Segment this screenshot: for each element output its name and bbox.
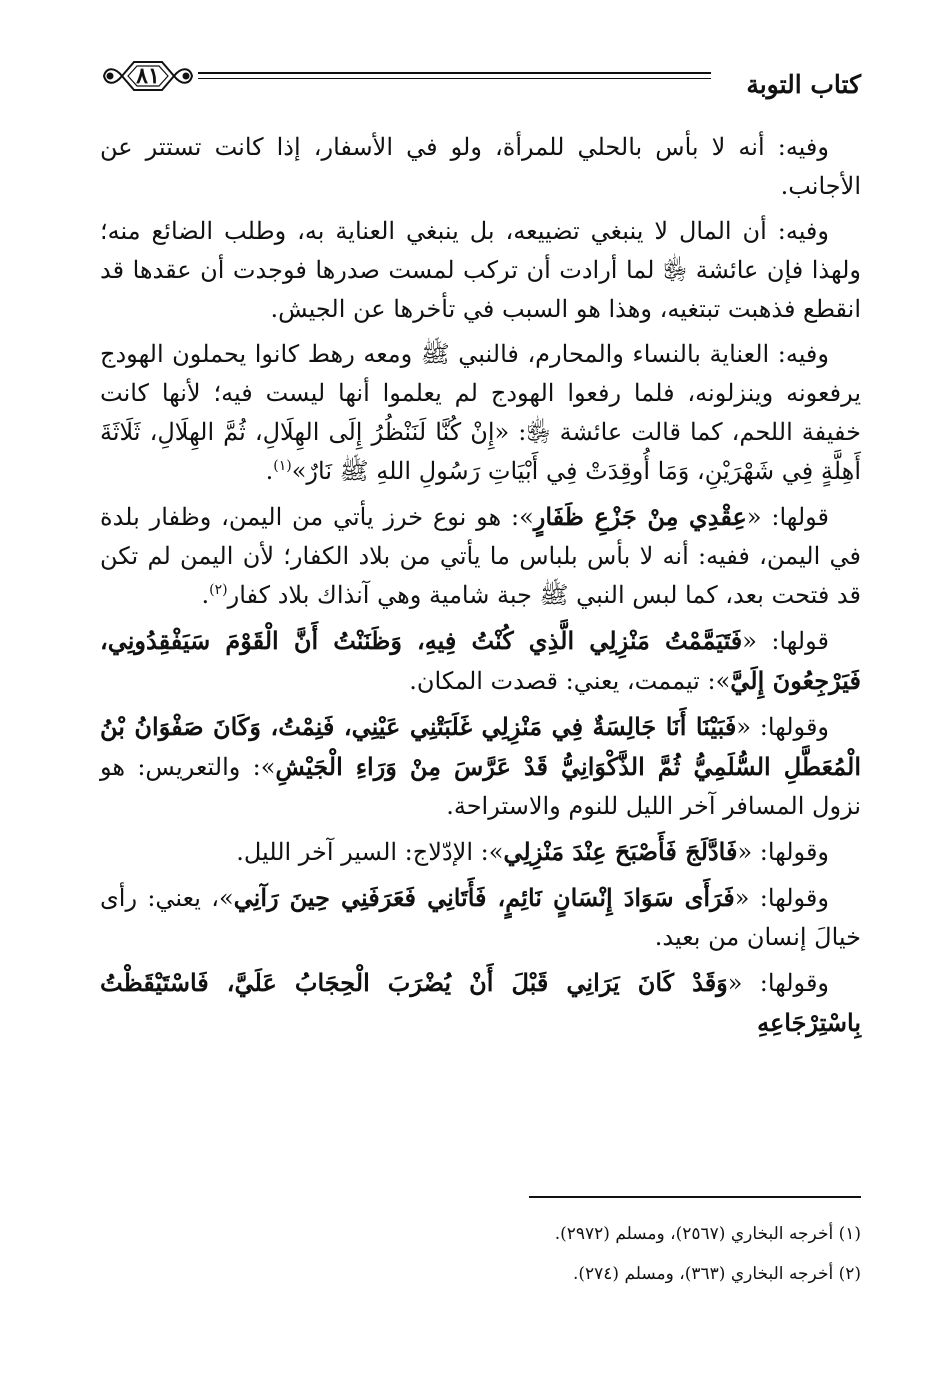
commentary-text: »: الإدّلاج: السير آخر الليل. [236,838,504,866]
paragraph [100,128,861,206]
hadith-quote: فَرَأَى سَوَادَ إِنْسَانٍ نَائِمٍ، فَأَتَانِي فَعَرَفَنِي حِينَ رَآنِي [233,883,735,912]
commentary-text: »: والتعريس: هو نزول المسافر آخر الليل للنوم والاستراحة. [100,753,861,820]
page-body [100,128,861,1049]
header-rule-thin [198,78,711,79]
paragraph [100,621,861,701]
hadith-quote: فَبَيْنَا أَنَا جَالِسَةٌ فِي مَنْزِلِي غَلَبَتْنِي عَيْنِي، فَنِمْتُ، وَكَانَ صَفْوَانُ بْنُ الْمُعَطَّلِ السُّلَمِيُّ ثُمَّ الذَّكْوَانِيُّ قَدْ عَرَّسَ مِنْ وَرَاءِ الْجَيْشِ [100,712,862,781]
hadith-quote: فَتَيَمَّمْتُ مَنْزِلِي الَّذِي كُنْتُ فِيهِ، وَظَنَنْتُ أَنَّ الْقَوْمَ سَيَفْقِدُونِي، فَيَرْجِعُونَ إِلَيَّ [100,626,861,695]
hadith-quote: فَادَّلَجَ فَأَصْبَحَ عِنْدَ مَنْزِلِي [503,837,738,866]
commentary-text: وفيه: العناية بالنساء والمحارم، فالنبي ﷺ ومعه رهط كانوا يحملون الهودج يرفعونه وينزلونه، فلما رفعوا الهودج لم يعلموا أنها ليست فيه؛ لأنها كانت خفيفة اللحم، كما قالت عائشة ﵂: «إِنْ كُنَّا لَنَنْظُرُ إِلَى الهِلَالِ، ثُمَّ الهِلَالِ، ثَلَاثَةَ أَهِلَّةٍ فِي شَهْرَيْنِ، وَمَا أُوقِدَتْ فِي أَبْيَاتِ رَسُولِ اللهِ ﷺ نَارٌ» [100,340,861,485]
paragraph [100,335,861,491]
hadith-quote: وَقَدْ كَانَ يَرَانِي قَبْلَ أَنْ يُضْرَبَ الْحِجَابُ عَلَيَّ، فَاسْتَيْقَظْتُ بِاسْتِرْجَاعِهِ [100,968,861,1037]
footnote: (٢) أخرجه البخاري (٣٦٣)، ومسلم (٢٧٤). [572,1264,861,1284]
paragraph [100,963,861,1043]
commentary-text: وفيه: أن المال لا ينبغي تضييعه، بل ينبغي العناية به، وطلب الضائع منه؛ ولهذا فإن عائشة ﵂ لما أرادت أن تركب لمست صدرها فوجدت أن عقدها قد انقطع فذهبت تبتغيه، وهذا هو السبب في تأخرها عن الجيش. [100,217,861,323]
commentary-text: قولها: « [742,627,829,655]
commentary-text: وقولها: « [736,713,830,741]
book-title: كتاب التوبة [746,70,861,99]
page-number-ornament [100,56,196,96]
paragraph [100,497,861,615]
commentary-text: . [201,581,210,609]
footnotes [101,1214,861,1294]
header-rule [198,72,711,74]
footnote-marker: (١) [273,458,292,474]
hadith-quote: عِقْدِي مِنْ جَزْعِ ظَفَارٍ [533,502,747,531]
paragraph [100,878,861,957]
footnote: (١) أخرجه البخاري (٢٥٦٧)، ومسلم (٢٩٧٢). [554,1224,861,1244]
commentary-text: . [265,457,274,485]
commentary-text: »، يعني: رأى خيالَ إنسان من بعيد. [100,884,861,951]
commentary-text: وقولها: « [737,838,829,866]
paragraph [100,707,861,826]
page-header [100,52,861,112]
commentary-text: وقولها: « [727,969,830,997]
commentary-text: قولها: « [746,503,830,531]
paragraph [100,212,861,329]
page-number: ٨١ [136,63,160,89]
paragraph [100,832,861,872]
commentary-text: »: تيممت، يعني: قصدت المكان. [409,667,731,695]
commentary-text: وقولها: « [734,884,829,912]
footnote-separator [529,1196,861,1198]
commentary-text: وفيه: أنه لا بأس بالحلي للمرأة، ولو في الأسفار، إذا كانت تستتر عن الأجانب. [100,133,861,200]
commentary-text: »: هو نوع خرز يأتي من اليمن، وظفار بلدة في اليمن، ففيه: أنه لا بأس بلباس ما يأتي من بلاد الكفار؛ لأن اليمن لم تكن قد فتحت بعد، كما لبس النبي ﷺ جبة شامية وهي آنذاك بلاد كفار [100,503,861,609]
footnote-marker: (٢) [209,582,228,598]
